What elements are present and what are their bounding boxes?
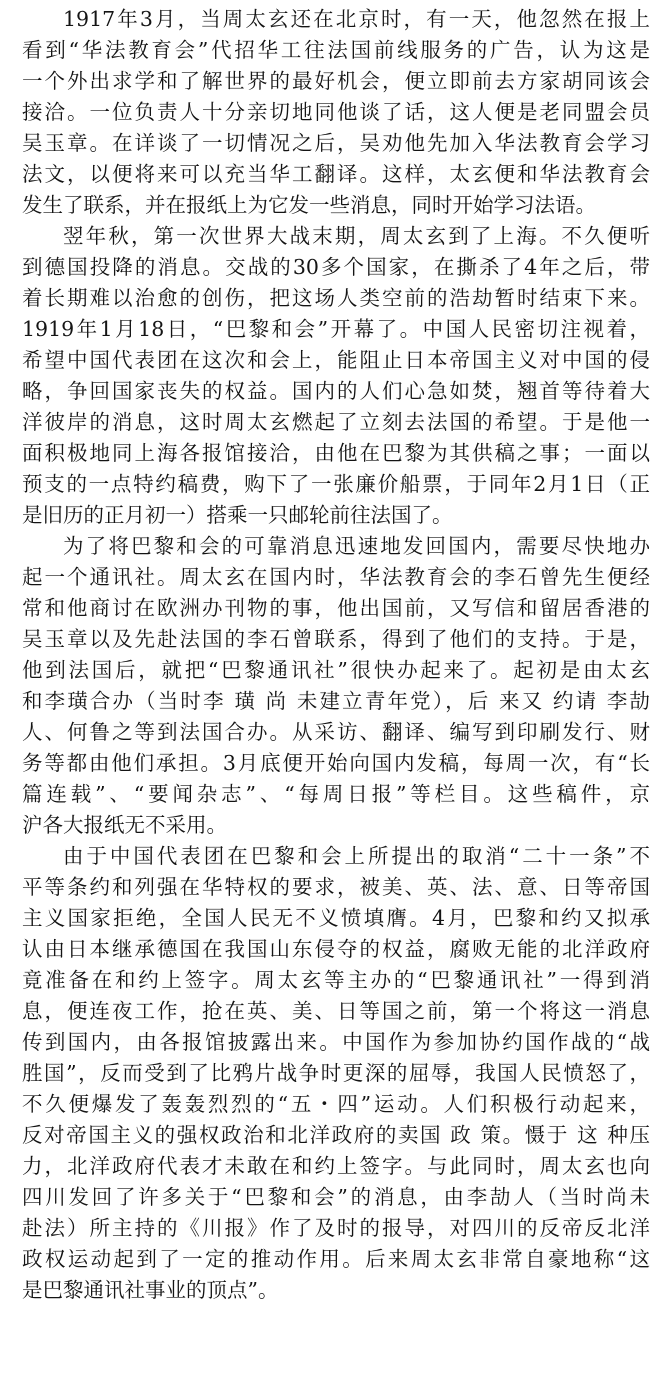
text-line: 起一个通讯社。周太玄在国内时，华法教育会的李石曾先生便经 <box>22 565 650 589</box>
text-line: 政权运动起到了一定的推动作用。后来周太玄非常自豪地称“这 <box>22 1247 650 1271</box>
text-line: 为了将巴黎和会的可靠消息迅速地发回国内，需要尽快地办 <box>63 534 650 558</box>
text-line: 希望中国代表团在这次和会上，能阻止日本帝国主义对中国的侵 <box>22 348 650 372</box>
text-line: 接洽。一位负责人十分亲切地同他谈了话，这人便是老同盟会员 <box>22 100 650 124</box>
text-line: 1917年3月，当周太玄还在北京时，有一天，他忽然在报上 <box>63 7 650 31</box>
text-line: 看到“华法教育会”代招华工往法国前线服务的广告，认为这是 <box>22 38 650 62</box>
text-line: 不久便爆发了轰轰烈烈的“五・四”运动。人们积极行动起来， <box>22 1092 650 1116</box>
text-line: 力，北洋政府代表才未敢在和约上签字。与此同时，周太玄也向 <box>22 1154 650 1178</box>
text-line: 认由日本继承德国在我国山东侵夺的权益，腐败无能的北洋政府 <box>22 937 650 961</box>
text-line: 由于中国代表团在巴黎和会上所提出的取消“二十一条”不 <box>63 844 650 868</box>
text-line: 赴法）所主持的《川报》作了及时的报导，对四川的反帝反北洋 <box>22 1216 650 1240</box>
paragraph <box>22 531 650 841</box>
text-line: 四川发回了许多关于“巴黎和会”的消息，由李劼人（当时尚未 <box>22 1185 650 1209</box>
paragraph <box>22 4 650 221</box>
text-line: 翌年秋，第一次世界大战末期，周太玄到了上海。不久便听 <box>63 224 650 248</box>
paragraph <box>22 841 650 1306</box>
text-line: 吴玉章以及先赴法国的李石曾联系，得到了他们的支持。于是， <box>22 627 650 651</box>
text-line: 是旧历的正月初一）搭乘一只邮轮前往法国了。 <box>22 503 453 527</box>
text-line: 洋彼岸的消息，这时周太玄燃起了立刻去法国的希望。于是他一 <box>22 410 650 434</box>
text-line: 人、何鲁之等到法国合办。从采访、翻译、编写到印刷发行、财 <box>22 720 650 744</box>
text-line: 着长期难以治愈的创伤，把这场人类空前的浩劫暂时结束下来。 <box>22 286 650 310</box>
text-line: 是巴黎通讯社事业的顶点”。 <box>22 1278 279 1302</box>
text-line: 他到法国后，就把“巴黎通讯社”很快办起来了。起初是由太玄 <box>22 658 650 682</box>
text-line: 常和他商讨在欧洲办刊物的事，他出国前，又写信和留居香港的 <box>22 596 650 620</box>
text-line: 篇连载”、“要闻杂志”、“每周日报”等栏目。这些稿件，京 <box>22 782 650 806</box>
text-line: 吴玉章。在详谈了一切情况之后，吴劝他先加入华法教育会学习 <box>22 131 650 155</box>
text-line: 竟准备在和约上签字。周太玄等主办的“巴黎通讯社”一得到消 <box>22 968 650 992</box>
text-line: 面积极地同上海各报馆接洽，由他在巴黎为其供稿之事；一面以 <box>22 441 650 465</box>
text-line: 息，便连夜工作，抢在英、美、日等国之前，第一个将这一消息 <box>22 999 650 1023</box>
paragraph <box>22 221 650 531</box>
text-line: 传到国内，由各报馆披露出来。中国作为参加协约国作战的“战 <box>22 1030 650 1054</box>
text-line: 略，争回国家丧失的权益。国内的人们心急如焚，翘首等待着大 <box>22 379 650 403</box>
text-line: 沪各大报纸无不采用。 <box>22 813 227 837</box>
text-line: 法文，以便将来可以充当华工翻译。这样，太玄便和华法教育会 <box>22 162 650 186</box>
text-line: 和李璜合办（当时李 璜 尚 未建立青年党），后 来又 约请 李劼 <box>22 689 650 713</box>
text-line: 预支的一点特约稿费，购下了一张廉价船票，于同年2月1日（正 <box>22 472 650 496</box>
text-line: 平等条约和列强在华特权的要求，被美、英、法、意、日等帝国 <box>22 875 650 899</box>
text-line: 1919年1月18日，“巴黎和会”开幕了。中国人民密切注视着， <box>22 317 650 341</box>
text-line: 务等都由他们承担。3月底便开始向国内发稿，每周一次，有“长 <box>22 751 650 775</box>
text-line: 一个外出求学和了解世界的最好机会，便立即前去方家胡同该会 <box>22 69 650 93</box>
text-line: 到德国投降的消息。交战的30多个国家，在撕杀了4年之后，带 <box>22 255 650 279</box>
text-line: 发生了联系，并在报纸上为它发一些消息，同时开始学习法语。 <box>22 193 596 217</box>
text-line: 反对帝国主义的强权政治和北洋政府的卖国 政 策。慑于 这 种压 <box>22 1123 650 1147</box>
text-line: 胜国”，反而受到了比鸦片战争时更深的屈辱，我国人民愤怒了， <box>22 1061 650 1085</box>
text-line: 主义国家拒绝，全国人民无不义愤填膺。4月，巴黎和约又拟承 <box>22 906 650 930</box>
body-text <box>22 4 650 1306</box>
